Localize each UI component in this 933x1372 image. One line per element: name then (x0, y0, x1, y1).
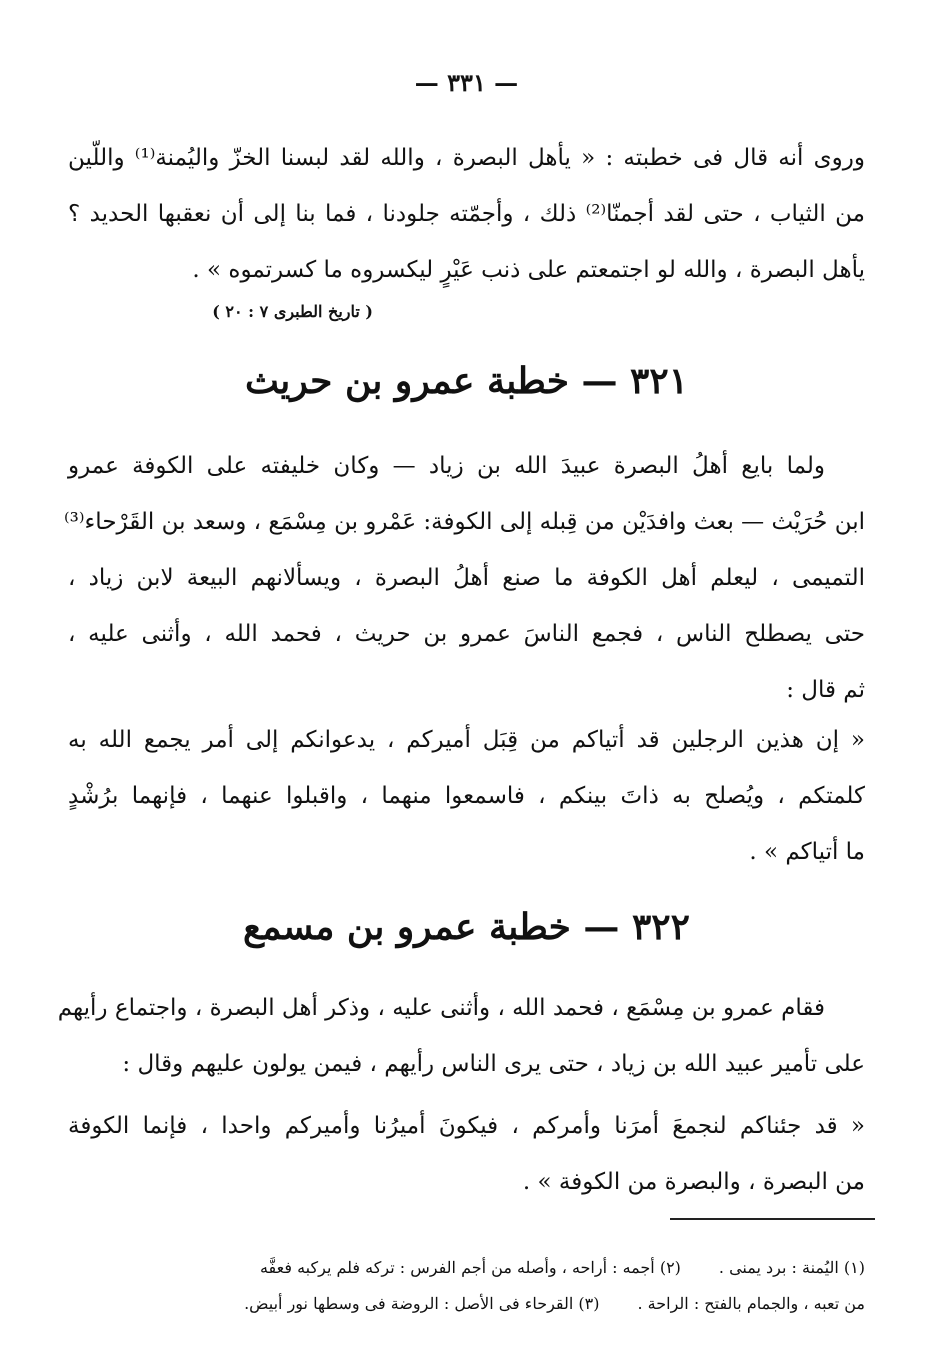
text-line: فقام عمرو بن مِسْمَع ، فحمد الله ، وأثنى عليه ، وذكر أهل البصرة ، واجتماع رأيهم (57, 995, 825, 1021)
text-line: ما أتياكم » . (749, 839, 865, 865)
text-line: ولما بايع أهلُ البصرة عبيدَ الله بن زياد — وكان خليفته على الكوفة عمرو (68, 453, 825, 479)
footnote-divider (670, 1218, 875, 1220)
text-line: من الثياب ، حتى لقد أجمنّا⁽²⁾ ذلك ، وأجمّته جلودنا ، فما بنا إلى أن نعقبها الحديد ؟ (68, 201, 865, 227)
text-line: ثم قال : (786, 677, 865, 703)
footnote-line (68, 1250, 865, 1286)
section-heading-322: ٣٢٢ — خطبة عمرو بن مسمع (243, 906, 690, 948)
section-321-paragraph-1 (63, 438, 865, 718)
text-line: على تأمير عبيد الله بن زياد ، حتى يرى الناس رأيهم ، فيمن يولون عليهم وقال : (122, 1051, 865, 1077)
text-line: من البصرة ، والبصرة من الكوفة » . (522, 1169, 865, 1195)
text-line: وروى أنه قال فى خطبته : « يأهل البصرة ، والله لقد لبسنا الخزّ واليُمنة⁽¹⁾ واللّين (68, 145, 865, 171)
footnote-line (68, 1286, 865, 1322)
footnotes (68, 1250, 865, 1322)
text-line: ابن حُرَيْث — بعث وافدَيْن من قِبله إلى الكوفة: عَمْرو بن مِسْمَع ، وسعد بن القَرْحاء⁽³⁾ (63, 509, 865, 535)
text-line: « قد جئناكم لنجمعَ أمرَنا وأمركم ، فيكونَ أميرُنا وأميركم واحدا ، فإنما الكوفة (68, 1113, 865, 1139)
footnote-2-continued: من تعبه ، والجمام بالفتح : الراحة . (637, 1294, 865, 1313)
intro-paragraph (68, 130, 865, 298)
text-line: كلمتكم ، ويُصلح به ذاتَ بينكم ، فاسمعوا منهما ، واقبلوا عنهما ، فإنهما برُشْدٍ (68, 783, 865, 809)
section-322-paragraph-1 (57, 980, 865, 1092)
text-line: « إن هذين الرجلين قد أتياكم من قِبَل أميركم ، يدعوانكم إلى أمر يجمع الله به (68, 727, 865, 753)
text-line: يأهل البصرة ، والله لو اجتمعتم على ذنب عَيْرٍ ليكسروه ما كسرتموه » . (192, 257, 865, 283)
page-number: — ٣٣١ — (414, 68, 519, 97)
section-heading-321: ٣٢١ — خطبة عمرو بن حريث (244, 360, 689, 402)
source-citation: ( تاريخ الطبرى ٧ : ٢٠ ) (212, 302, 373, 321)
footnote-1: (١) اليُمنة : برد يمنى . (718, 1258, 865, 1277)
text-line: حتى يصطلح الناس ، فجمع الناسَ عمرو بن حريث ، فحمد الله ، وأثنى عليه ، (68, 621, 865, 647)
section-321-paragraph-2 (68, 712, 865, 880)
footnote-2: (٢) أجمه : أراحه ، وأصله من أجم الفرس : تركه فلم يركبه فعفَّه (259, 1258, 681, 1277)
section-322-paragraph-2 (68, 1098, 865, 1210)
footnote-3: (٣) القرحاء فى الأصل : الروضة فى وسطها نور أبيض. (244, 1294, 600, 1313)
text-line: التميمى ، ليعلم أهل الكوفة ما صنع أهلُ البصرة ، ويسألانهم البيعة لابن زياد ، (68, 565, 865, 591)
